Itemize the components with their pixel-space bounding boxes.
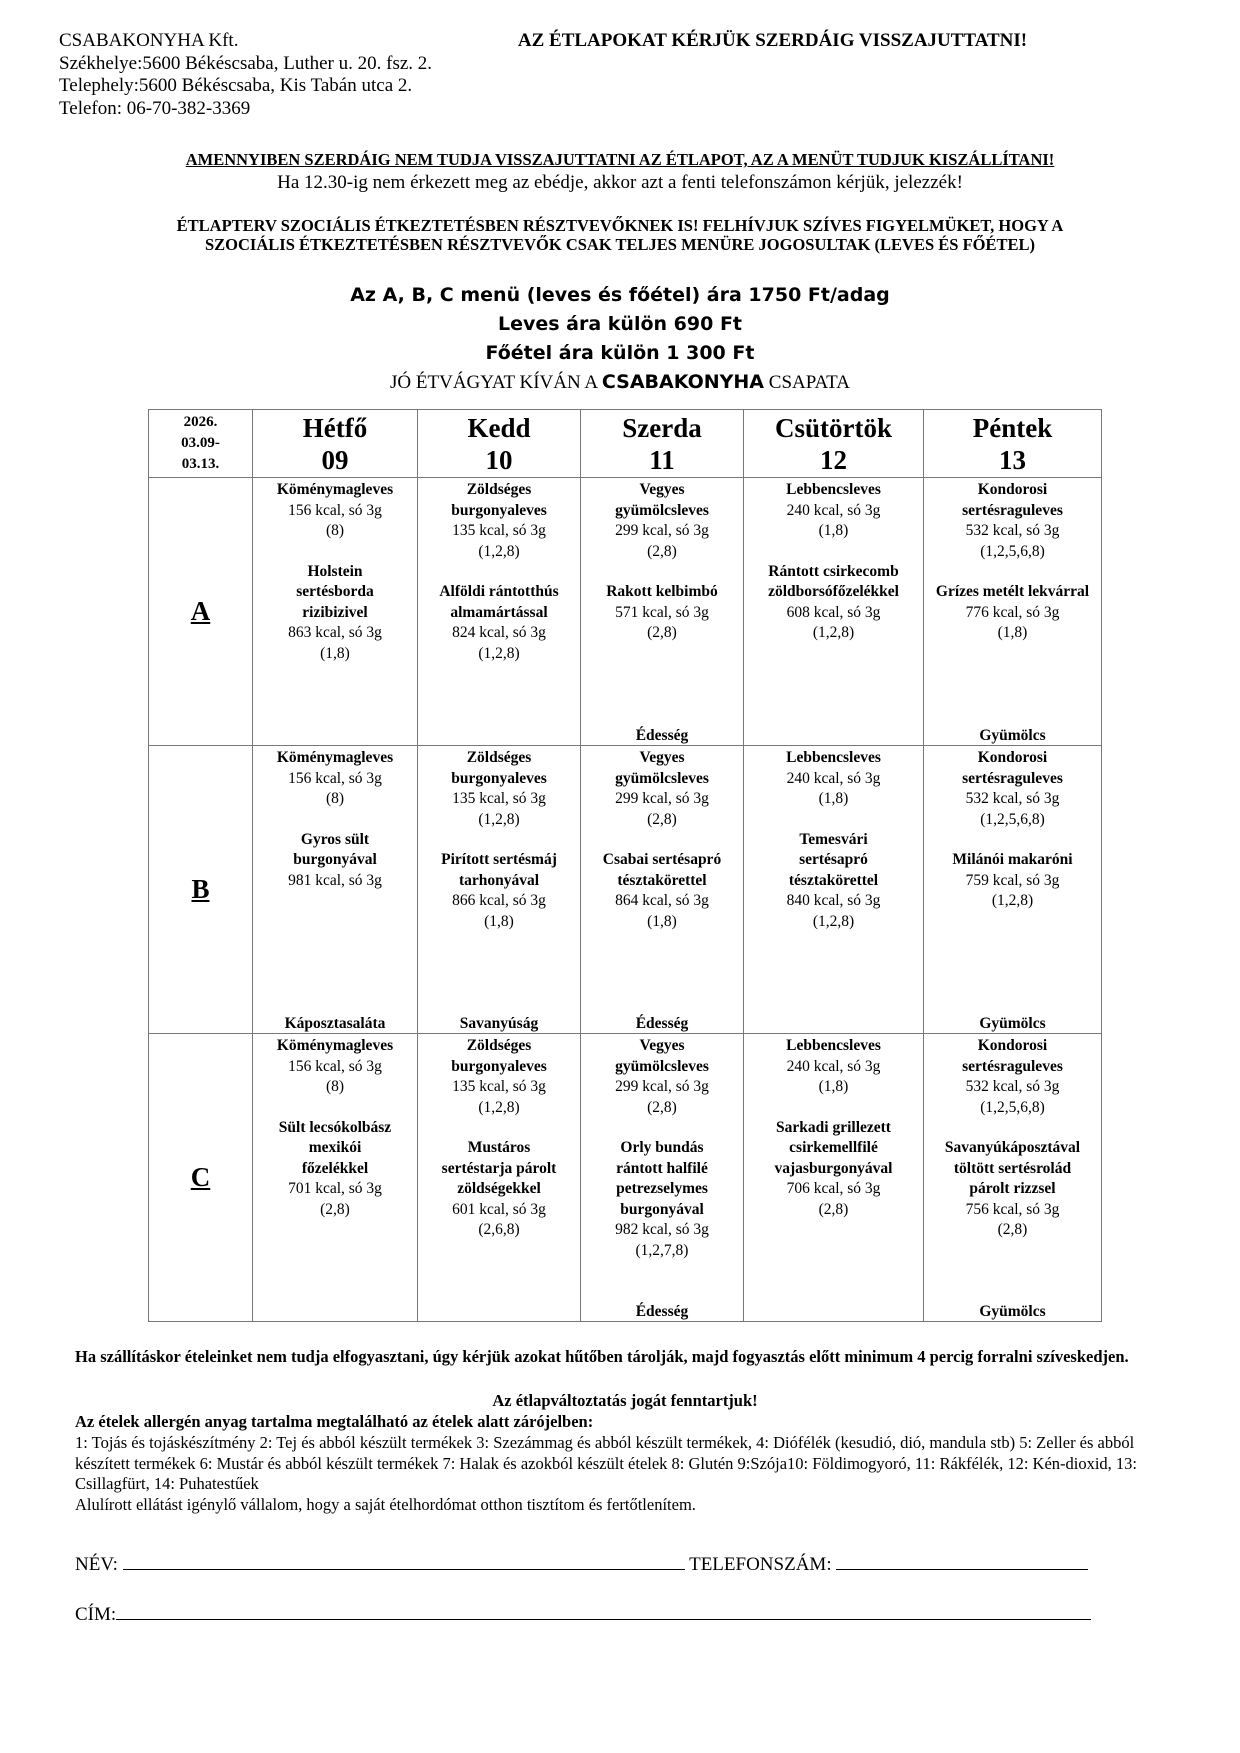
main-course-block bbox=[418, 1138, 580, 1241]
menu-cell bbox=[924, 746, 1102, 1034]
main-course-block bbox=[253, 1118, 417, 1221]
main-course-info: (1,8) bbox=[320, 644, 350, 662]
soup-block bbox=[924, 748, 1101, 830]
menu-cell bbox=[253, 1034, 418, 1322]
wish-line bbox=[0, 371, 1240, 394]
side-extra: Gyümölcs bbox=[979, 1303, 1046, 1320]
address-field[interactable] bbox=[116, 1601, 1091, 1620]
soup-info: (1,2,5,6,8) bbox=[980, 542, 1045, 560]
menu-change-note: Az étlapváltoztatás jogát fenntartjuk! bbox=[492, 1391, 758, 1410]
main-course-name: csirkemellfilé bbox=[789, 1139, 878, 1156]
soup-info: (1,8) bbox=[818, 790, 849, 807]
soup-info: 299 kcal, só 3g bbox=[615, 522, 709, 539]
address-row bbox=[75, 1601, 1091, 1626]
soup-block bbox=[924, 1036, 1101, 1118]
menu-cell bbox=[253, 746, 418, 1034]
soup-info: (1,2,8) bbox=[478, 1098, 520, 1116]
menu-label: A bbox=[149, 478, 253, 746]
main-course-name: sertésborda bbox=[296, 583, 374, 600]
main-course-name: Orly bundás bbox=[620, 1139, 704, 1156]
main-course-name: Sült lecsókolbász bbox=[278, 1118, 392, 1136]
menu-cell bbox=[744, 746, 924, 1034]
soup-name: Köménymagleves bbox=[276, 1037, 394, 1054]
main-course-name: petrezselymes bbox=[616, 1180, 708, 1197]
soup-block bbox=[581, 748, 743, 830]
soup-name: burgonyaleves bbox=[451, 501, 547, 519]
main-course-info: (2,8) bbox=[647, 624, 677, 641]
soup-info: 240 kcal, só 3g bbox=[786, 1057, 881, 1075]
soup-name: gyümölcsleves bbox=[615, 501, 709, 519]
side-extra: Savanyúság bbox=[459, 1015, 539, 1032]
day-name: Kedd bbox=[467, 413, 531, 443]
soup-info: 240 kcal, só 3g bbox=[786, 769, 881, 787]
soup-name: Lebbencsleves bbox=[786, 481, 881, 498]
main-course-name: vajasburgonyával bbox=[774, 1159, 893, 1177]
soup-name: sertésraguleves bbox=[962, 501, 1063, 519]
soup-info: 156 kcal, só 3g bbox=[288, 769, 382, 787]
main-course-info: 982 kcal, só 3g bbox=[615, 1221, 709, 1238]
main-course-info: 701 kcal, só 3g bbox=[288, 1180, 382, 1197]
main-course-info: 864 kcal, só 3g bbox=[615, 892, 709, 909]
late-lunch-notice: Ha 12.30-ig nem érkezett meg az ebédje, akkor azt a fenti telefonszámon kérjük, jelezzék! bbox=[277, 172, 963, 193]
cleaning-statement: Alulírott ellátást igénylő vállalom, hogy a saját ételhordómat otthon tisztítom és fertőtlenítem. bbox=[75, 1495, 696, 1514]
day-number: 12 bbox=[820, 445, 847, 475]
main-course-info: (2,8) bbox=[818, 1200, 849, 1218]
main-course-info: (2,8) bbox=[997, 1221, 1028, 1238]
main-course-name: Temesvári bbox=[799, 830, 868, 848]
menu-cell bbox=[744, 1034, 924, 1322]
main-course-name: Csabai sertésapró bbox=[602, 851, 722, 868]
side-extra: Édesség bbox=[635, 1015, 689, 1032]
day-header bbox=[581, 410, 744, 478]
soup-info: (1,2,8) bbox=[478, 810, 520, 828]
soup-block bbox=[253, 480, 417, 542]
main-course-block bbox=[253, 830, 417, 892]
date-year: 2026. bbox=[183, 414, 218, 430]
soup-info: (8) bbox=[325, 522, 345, 539]
soup-block bbox=[744, 748, 923, 810]
soup-name: burgonyaleves bbox=[451, 1057, 547, 1075]
soup-block bbox=[744, 480, 923, 542]
main-course-name: Mustáros bbox=[467, 1139, 531, 1156]
soup-name: Lebbencsleves bbox=[786, 749, 881, 766]
soup-info: (2,8) bbox=[647, 542, 677, 560]
soup-name: Kondorosi bbox=[977, 749, 1048, 766]
day-name: Hétfő bbox=[302, 413, 368, 443]
main-course-block bbox=[581, 582, 743, 644]
soup-block bbox=[253, 1036, 417, 1098]
phone-label: TELEFONSZÁM: bbox=[689, 1554, 832, 1575]
soup-info: (1,2,5,6,8) bbox=[980, 810, 1045, 828]
main-course-info: (2,6,8) bbox=[478, 1221, 520, 1238]
main-course-info: 866 kcal, só 3g bbox=[452, 892, 546, 909]
soup-info: (2,8) bbox=[647, 1098, 677, 1116]
main-course-info: 759 kcal, só 3g bbox=[965, 871, 1060, 889]
main-course-info: 776 kcal, só 3g bbox=[965, 603, 1060, 621]
soup-name: Zöldséges bbox=[466, 1037, 532, 1054]
main-course-name: Pirított sertésmáj bbox=[441, 851, 557, 868]
main-course-info: (1,2,8) bbox=[812, 912, 855, 930]
soup-name: Kondorosi bbox=[977, 1037, 1048, 1054]
main-course-name: Milánói makaróni bbox=[952, 851, 1073, 868]
social-notice: ÉTLAPTERV SZOCIÁLIS ÉTKEZTETÉSBEN RÉSZTVEVŐKNEK IS! FELHÍVJUK SZÍVES FIGYELMÜKET, HOGY A SZOCIÁLIS ÉTKEZTETÉSBEN RÉSZTVEVŐK CSAK TELJES MENÜRE JOGOSULTAK (LEVES ÉS FŐÉTEL) bbox=[176, 216, 1064, 254]
menu-cell bbox=[253, 478, 418, 746]
return-note: AZ ÉTLAPOKAT KÉRJÜK SZERDÁIG VISSZAJUTTATNI! bbox=[517, 30, 1028, 51]
menu-cell bbox=[418, 1034, 581, 1322]
soup-info: 532 kcal, só 3g bbox=[965, 522, 1060, 539]
main-course-block bbox=[924, 582, 1101, 644]
main-course-info: (1,2,8) bbox=[812, 624, 855, 641]
soup-info: (8) bbox=[325, 790, 345, 807]
main-course-name: főzelékkel bbox=[301, 1159, 369, 1177]
main-course-block bbox=[924, 1138, 1101, 1241]
allergen-title: Az ételek allergén anyag tartalma megtalálható az ételek alatt zárójelben: bbox=[75, 1412, 594, 1431]
main-course-info: (1,8) bbox=[484, 912, 514, 930]
main-course-name: burgonyával bbox=[293, 851, 377, 868]
soup-info: 240 kcal, só 3g bbox=[786, 501, 881, 519]
soup-block bbox=[418, 1036, 580, 1118]
side-extra: Gyümölcs bbox=[979, 1015, 1046, 1032]
main-course-name: Savanyúkáposztával bbox=[944, 1139, 1081, 1156]
day-number: 11 bbox=[649, 445, 675, 475]
date-to: 03.13. bbox=[181, 456, 220, 472]
menu-cell bbox=[418, 478, 581, 746]
main-course-name: Sarkadi grillezett bbox=[776, 1118, 891, 1136]
main-course-block bbox=[744, 1118, 923, 1221]
soup-info: 532 kcal, só 3g bbox=[965, 1078, 1060, 1095]
day-number: 10 bbox=[485, 445, 513, 475]
soup-block bbox=[418, 748, 580, 830]
main-course-name: Gyros sült bbox=[300, 830, 370, 848]
soup-name: Kondorosi bbox=[977, 481, 1048, 498]
main-course-info: 608 kcal, só 3g bbox=[786, 603, 881, 621]
side-extra: Gyümölcs bbox=[979, 727, 1046, 744]
menu-cell bbox=[924, 478, 1102, 746]
wish-brand: CSABAKONYHA bbox=[601, 371, 765, 393]
wish-post: CSAPATA bbox=[764, 372, 850, 393]
soup-name: Vegyes bbox=[639, 1037, 685, 1054]
date-range bbox=[149, 410, 253, 478]
day-header bbox=[253, 410, 418, 478]
main-course-info: (1,2,7,8) bbox=[635, 1241, 689, 1259]
soup-block bbox=[581, 1036, 743, 1118]
main-course-name: tésztakörettel bbox=[788, 871, 879, 889]
soup-info: (8) bbox=[325, 1078, 345, 1095]
main-course-info: 840 kcal, só 3g bbox=[786, 892, 881, 909]
wish-pre: JÓ ÉTVÁGYAT KÍVÁN A bbox=[390, 372, 602, 393]
main-course-info: (1,8) bbox=[997, 624, 1028, 641]
date-from: 03.09- bbox=[181, 435, 220, 451]
main-course-name: Holstein bbox=[307, 562, 363, 580]
main-course-name: sertésapró bbox=[799, 851, 868, 868]
main-course-name: burgonyával bbox=[620, 1200, 704, 1218]
main-course-name: tarhonyával bbox=[458, 871, 540, 889]
company-site: Telephely:5600 Békéscsaba, Kis Tabán utca 2. bbox=[59, 75, 413, 96]
main-course-name: töltött sertésrolád bbox=[953, 1159, 1072, 1177]
soup-name: Vegyes bbox=[639, 481, 685, 498]
soup-name: Lebbencsleves bbox=[786, 1037, 881, 1054]
menu-cell bbox=[581, 1034, 744, 1322]
menu-row-b bbox=[149, 746, 1102, 1034]
main-course-info: (1,2,8) bbox=[478, 644, 520, 662]
soup-name: Köménymagleves bbox=[276, 481, 394, 498]
menu-row-a bbox=[149, 478, 1102, 746]
main-course-name: Rántott csirkecomb bbox=[768, 562, 899, 580]
soup-info: 156 kcal, só 3g bbox=[288, 501, 382, 519]
side-extra: Édesség bbox=[635, 727, 689, 744]
name-phone-row bbox=[75, 1551, 1088, 1576]
soup-info: 532 kcal, só 3g bbox=[965, 790, 1060, 807]
company-name: CSABAKONYHA Kft. bbox=[59, 30, 239, 51]
soup-info: 135 kcal, só 3g bbox=[452, 790, 546, 807]
name-field[interactable] bbox=[123, 1551, 685, 1570]
main-course-info: 756 kcal, só 3g bbox=[965, 1200, 1060, 1218]
default-menu-notice: AMENNYIBEN SZERDÁIG NEM TUDJA VISSZAJUTTATNI AZ ÉTLAPOT, AZ A MENÜT TUDJUK KISZÁLLÍTANI! bbox=[185, 150, 1055, 169]
day-header bbox=[418, 410, 581, 478]
day-name: Szerda bbox=[622, 413, 702, 443]
soup-block bbox=[253, 748, 417, 810]
soup-block bbox=[924, 480, 1101, 562]
soup-info: 135 kcal, só 3g bbox=[452, 522, 546, 539]
main-course-name: Grízes metélt lekvárral bbox=[935, 583, 1090, 600]
main-course-name: mexikói bbox=[308, 1139, 362, 1156]
menu-cell bbox=[924, 1034, 1102, 1322]
main-course-block bbox=[253, 562, 417, 665]
main-course-block bbox=[924, 850, 1101, 912]
day-header bbox=[924, 410, 1102, 478]
main-course-info: 601 kcal, só 3g bbox=[452, 1200, 546, 1218]
main-course-name: zöldborsófőzelékkel bbox=[768, 583, 899, 600]
main-course-info: 706 kcal, só 3g bbox=[786, 1180, 881, 1197]
soup-name: Köménymagleves bbox=[276, 749, 394, 766]
main-course-block bbox=[581, 1138, 743, 1261]
menu-table bbox=[148, 409, 1102, 1322]
table-header-row bbox=[149, 410, 1102, 478]
soup-info: (1,8) bbox=[818, 1078, 849, 1095]
soup-name: Vegyes bbox=[639, 749, 685, 766]
company-phone: Telefon: 06-70-382-3369 bbox=[59, 97, 251, 119]
day-name: Csütörtök bbox=[774, 413, 892, 443]
name-label: NÉV: bbox=[75, 1554, 118, 1575]
soup-info: 299 kcal, só 3g bbox=[615, 1078, 709, 1095]
main-course-block bbox=[581, 850, 743, 932]
main-price: Főétel ára külön 1 300 Ft bbox=[485, 342, 755, 364]
main-course-name: Alföldi rántotthús bbox=[439, 583, 559, 600]
soup-block bbox=[744, 1036, 923, 1098]
main-course-name: sertéstarja párolt bbox=[441, 1159, 557, 1177]
soup-block bbox=[418, 480, 580, 562]
soup-name: sertésraguleves bbox=[962, 1057, 1063, 1075]
day-name: Péntek bbox=[972, 413, 1053, 443]
soup-info: (1,2,5,6,8) bbox=[980, 1098, 1045, 1116]
menu-label: B bbox=[149, 746, 253, 1034]
menu-cell bbox=[581, 746, 744, 1034]
menu-row-c bbox=[149, 1034, 1102, 1322]
main-course-name: rántott halfilé bbox=[616, 1159, 708, 1177]
soup-price: Leves ára külön 690 Ft bbox=[497, 313, 743, 335]
soup-name: Zöldséges bbox=[466, 481, 532, 498]
soup-name: Zöldséges bbox=[466, 749, 532, 766]
company-seat: Székhelye:5600 Békéscsaba, Luther u. 20. fsz. 2. bbox=[59, 52, 433, 74]
day-number: 09 bbox=[321, 445, 349, 475]
soup-info: (1,2,8) bbox=[478, 542, 520, 560]
main-course-info: (1,8) bbox=[647, 912, 677, 930]
main-course-info: (2,8) bbox=[320, 1200, 350, 1218]
menu-cell bbox=[581, 478, 744, 746]
main-course-name: tésztakörettel bbox=[617, 871, 707, 889]
main-course-info: (1,2,8) bbox=[991, 892, 1034, 909]
menu-label: C bbox=[149, 1034, 253, 1322]
allergen-list: 1: Tojás és tojáskészítmény 2: Tej és abból készült termékek 3: Szezámmag és abból készült termékek, 4: Diófélék (kesudió, dió, mandula stb) 5: Zeller és abból készített termékek 6: Mustár és abból készült termékek 7: Halak és azokból készült ételek 8: Glutén 9:Szója10: Földimogyoró, 11: Rákfélék, 12: Kén-dioxid, 13: Csillagfürt, 14: Puhatestűek bbox=[75, 1433, 1138, 1493]
soup-info: 135 kcal, só 3g bbox=[452, 1078, 546, 1095]
soup-name: gyümölcsleves bbox=[615, 769, 709, 787]
side-extra: Káposztasaláta bbox=[284, 1015, 386, 1032]
storage-note: Ha szállításkor ételeinket nem tudja elfogyasztani, úgy kérjük azokat hűtőben tárolják, majd fogyasztás előtt minimum 4 percig forralni szíveskedjen. bbox=[75, 1347, 1129, 1366]
main-course-name: Rakott kelbimbó bbox=[606, 583, 718, 600]
soup-name: burgonyaleves bbox=[451, 769, 547, 787]
main-course-block bbox=[744, 562, 923, 644]
menu-cell bbox=[418, 746, 581, 1034]
day-header bbox=[744, 410, 924, 478]
main-course-name: rizibizivel bbox=[302, 603, 368, 621]
main-course-info: 824 kcal, só 3g bbox=[452, 624, 546, 641]
soup-info: 299 kcal, só 3g bbox=[615, 790, 709, 807]
soup-block bbox=[581, 480, 743, 562]
menu-cell bbox=[744, 478, 924, 746]
address-label: CÍM: bbox=[75, 1604, 117, 1625]
main-course-block bbox=[418, 850, 580, 932]
soup-info: 156 kcal, só 3g bbox=[288, 1057, 382, 1075]
soup-name: gyümölcsleves bbox=[615, 1057, 709, 1075]
side-extra: Édesség bbox=[635, 1303, 689, 1320]
main-course-info: 981 kcal, só 3g bbox=[288, 871, 382, 889]
main-course-info: 863 kcal, só 3g bbox=[288, 624, 382, 641]
soup-info: (1,8) bbox=[818, 522, 849, 539]
day-number: 13 bbox=[999, 445, 1026, 475]
soup-name: sertésraguleves bbox=[962, 769, 1063, 787]
soup-info: (2,8) bbox=[647, 810, 677, 828]
main-course-name: zöldségekkel bbox=[457, 1180, 541, 1197]
main-course-info: 571 kcal, só 3g bbox=[615, 603, 709, 621]
main-course-name: párolt rizzsel bbox=[969, 1180, 1056, 1197]
main-course-block bbox=[418, 582, 580, 664]
menu-price: Az A, B, C menü (leves és főétel) ára 1750 Ft/adag bbox=[350, 284, 890, 306]
main-course-name: almamártással bbox=[450, 603, 548, 621]
main-course-block bbox=[744, 830, 923, 933]
phone-field[interactable] bbox=[836, 1551, 1088, 1570]
